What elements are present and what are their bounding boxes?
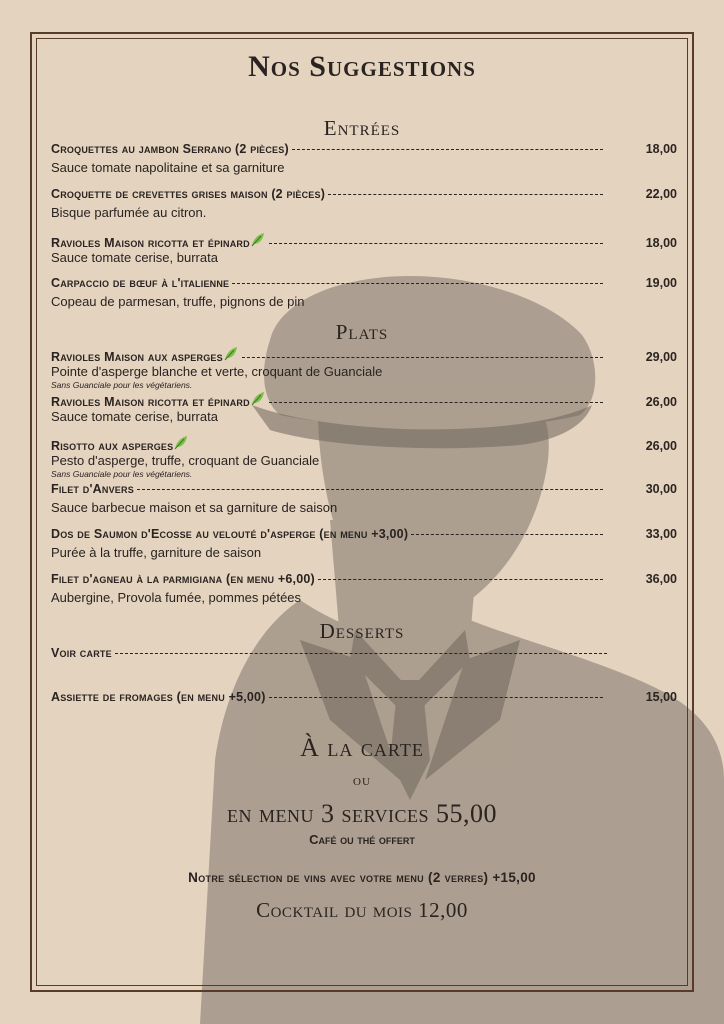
menu-item bbox=[51, 276, 677, 309]
a-la-carte-heading: À la carte bbox=[300, 733, 424, 762]
vegetarian-leaf-icon bbox=[223, 346, 239, 361]
vegetarian-leaf-icon bbox=[250, 391, 266, 406]
menu-item bbox=[51, 232, 677, 265]
item-price: 26,00 bbox=[645, 395, 677, 409]
dot-leader bbox=[137, 489, 603, 490]
item-description: Sauce tomate cerise, burrata bbox=[51, 409, 218, 424]
menu-item bbox=[51, 527, 677, 560]
cafe-offert-text: Café ou thé offert bbox=[309, 832, 415, 847]
section-title-desserts: Desserts bbox=[319, 619, 405, 643]
item-price: 30,00 bbox=[645, 482, 677, 496]
item-name: Dos de Saumon d'Ecosse au velouté d'asperge (en menu +3,00) bbox=[51, 527, 409, 541]
dot-leader bbox=[411, 534, 603, 535]
item-name: Croquette de crevettes grises maison (2 pièces) bbox=[51, 187, 326, 201]
menu-item bbox=[51, 482, 677, 515]
section-title-plats: Plats bbox=[335, 320, 389, 344]
item-name: Croquettes au jambon Serrano (2 pièces) bbox=[51, 142, 289, 156]
menu-item bbox=[51, 142, 677, 175]
item-price: 18,00 bbox=[645, 142, 677, 156]
dot-leader bbox=[232, 283, 603, 284]
item-name: Voir carte bbox=[51, 646, 112, 660]
menu-item bbox=[51, 346, 677, 390]
item-description: Sauce tomate napolitaine et sa garniture bbox=[51, 160, 285, 175]
dot-leader bbox=[269, 402, 603, 403]
page-title: Nos Suggestions bbox=[248, 50, 476, 83]
item-price: 18,00 bbox=[645, 236, 677, 250]
menu-item bbox=[51, 187, 677, 220]
item-note: Sans Guanciale pour les végétariens. bbox=[51, 469, 193, 479]
item-name: Filet d'agneau à la parmigiana (en menu +6,00) bbox=[51, 572, 315, 586]
dot-leader bbox=[318, 579, 603, 580]
item-name: Filet d'Anvers bbox=[51, 482, 134, 496]
dot-leader bbox=[192, 446, 603, 447]
item-description: Pointe d'asperge blanche et verte, croquant de Guanciale bbox=[51, 364, 383, 379]
menu-item bbox=[51, 391, 677, 424]
dot-leader bbox=[328, 194, 603, 195]
vegetarian-leaf-icon bbox=[250, 232, 266, 247]
menu-item bbox=[51, 572, 677, 605]
item-price: 36,00 bbox=[645, 572, 677, 586]
wine-selection-text: Notre sélection de vins avec votre menu (2 verres) +15,00 bbox=[188, 870, 536, 885]
item-name: Ravioles Maison ricotta et épinard bbox=[51, 395, 250, 409]
item-name: Assiette de fromages (en menu +5,00) bbox=[51, 690, 266, 704]
item-price: 19,00 bbox=[645, 276, 677, 290]
item-description: Sauce tomate cerise, burrata bbox=[51, 250, 218, 265]
menu-item bbox=[51, 435, 677, 479]
dot-leader bbox=[242, 357, 603, 358]
item-price: 15,00 bbox=[645, 690, 677, 704]
dot-leader bbox=[115, 653, 607, 654]
item-description: Aubergine, Provola fumée, pommes pétées bbox=[51, 590, 302, 605]
menu-item bbox=[51, 646, 677, 661]
menu-price-heading: en menu 3 services 55,00 bbox=[226, 799, 498, 828]
dot-leader bbox=[269, 243, 603, 244]
section-title-entrees: Entrées bbox=[323, 116, 401, 140]
menu-item bbox=[51, 690, 677, 705]
item-price: 22,00 bbox=[645, 187, 677, 201]
item-name: Risotto aux asperges bbox=[51, 439, 174, 453]
item-description: Pesto d'asperge, truffe, croquant de Guanciale bbox=[51, 453, 320, 468]
dot-leader bbox=[292, 149, 603, 150]
item-price: 33,00 bbox=[645, 527, 677, 541]
item-price: 29,00 bbox=[645, 350, 677, 364]
ou-text: ou bbox=[353, 773, 371, 789]
item-name: Ravioles Maison aux asperges bbox=[51, 350, 223, 364]
item-price: 26,00 bbox=[645, 439, 677, 453]
item-description: Sauce barbecue maison et sa garniture de saison bbox=[51, 500, 338, 515]
item-description: Bisque parfumée au citron. bbox=[51, 205, 207, 220]
item-description: Purée à la truffe, garniture de saison bbox=[51, 545, 262, 560]
item-note: Sans Guanciale pour les végétariens. bbox=[51, 380, 193, 390]
item-name: Ravioles Maison ricotta et épinard bbox=[51, 236, 250, 250]
item-description: Copeau de parmesan, truffe, pignons de pin bbox=[51, 294, 305, 309]
dot-leader bbox=[269, 697, 603, 698]
vegetarian-leaf-icon bbox=[173, 435, 189, 450]
item-name: Carpaccio de bœuf à l'italienne bbox=[51, 276, 230, 290]
cocktail-heading: Cocktail du mois 12,00 bbox=[256, 898, 468, 922]
